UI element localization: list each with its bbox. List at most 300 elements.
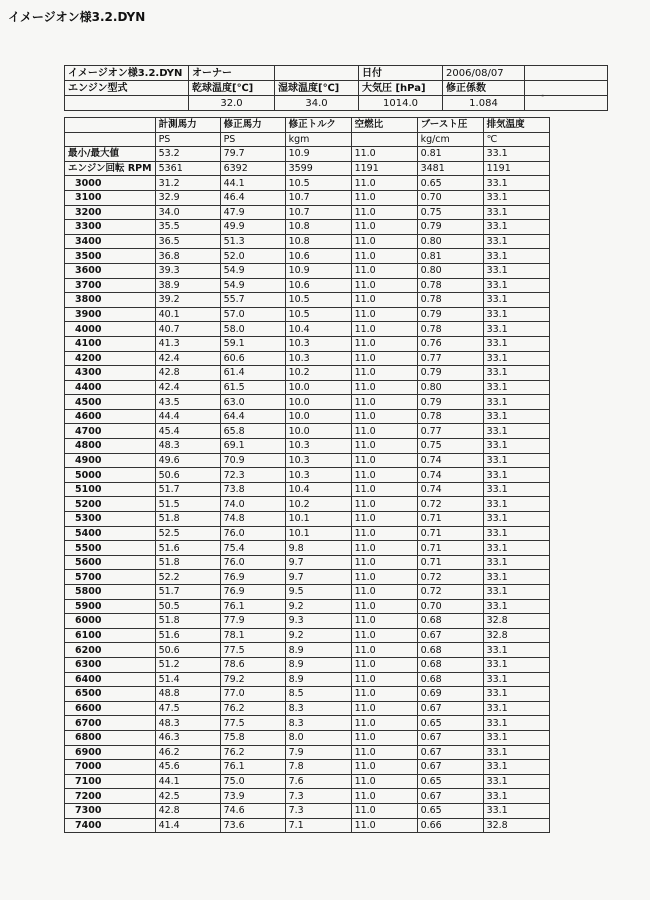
- table-cell: 33.1: [483, 176, 549, 191]
- table-cell: 46.2: [155, 745, 220, 760]
- table-cell: 73.6: [220, 818, 285, 833]
- table-cell: 33.1: [483, 643, 549, 658]
- column-header-measured-hp: 計測馬力: [155, 118, 220, 133]
- table-cell: 33.1: [483, 439, 549, 454]
- rpm-cell: 3100: [65, 190, 156, 205]
- rpm-cell: 5000: [65, 468, 156, 483]
- table-row: [65, 263, 550, 278]
- rpm-cell: 3200: [65, 205, 156, 220]
- table-cell: 75.4: [220, 541, 285, 556]
- correction-factor-label: 修正係数: [443, 81, 525, 96]
- table-cell: 33.1: [483, 468, 549, 483]
- table-cell: 35.5: [155, 220, 220, 235]
- table-cell: 32.8: [483, 614, 549, 629]
- table-cell: 9.8: [285, 541, 351, 556]
- table-cell: 50.6: [155, 643, 220, 658]
- table-row: [65, 730, 550, 745]
- table-cell: 11.0: [351, 234, 417, 249]
- table-cell: 11.0: [351, 774, 417, 789]
- table-cell: 10.0: [285, 395, 351, 410]
- table-cell: 0.70: [417, 599, 483, 614]
- rpm-cell: 3900: [65, 307, 156, 322]
- table-cell: 41.4: [155, 818, 220, 833]
- rpm-cell: 3500: [65, 249, 156, 264]
- table-cell: 33.1: [483, 190, 549, 205]
- table-cell: 77.0: [220, 687, 285, 702]
- table-cell: 51.8: [155, 555, 220, 570]
- table-cell: 76.1: [220, 760, 285, 775]
- table-cell: 10.5: [285, 176, 351, 191]
- table-row: [65, 220, 550, 235]
- table-cell: 41.3: [155, 336, 220, 351]
- table-cell: 11.0: [351, 730, 417, 745]
- table-cell: 0.79: [417, 395, 483, 410]
- table-cell: 0.80: [417, 380, 483, 395]
- table-cell: 10.0: [285, 424, 351, 439]
- table-row: [65, 672, 550, 687]
- table-cell: 11.0: [351, 482, 417, 497]
- rpm-cell: 3000: [65, 176, 156, 191]
- table-cell: 33.1: [483, 205, 549, 220]
- table-row: [65, 497, 550, 512]
- table-cell: 75.8: [220, 730, 285, 745]
- header-row-3: [65, 96, 608, 111]
- table-cell: 0.79: [417, 307, 483, 322]
- table-cell: 10.7: [285, 190, 351, 205]
- table-cell: 0.74: [417, 482, 483, 497]
- owner-value: [275, 66, 359, 81]
- table-cell: 33.1: [483, 672, 549, 687]
- table-cell: 11.0: [351, 570, 417, 585]
- table-cell: 33.1: [483, 585, 549, 600]
- table-cell: 0.68: [417, 643, 483, 658]
- table-cell: 11.0: [351, 497, 417, 512]
- rpm-cell: 6800: [65, 730, 156, 745]
- table-cell: 52.5: [155, 526, 220, 541]
- table-cell: 74.8: [220, 512, 285, 527]
- table-cell: 10.3: [285, 336, 351, 351]
- pressure-value: 1014.0: [359, 96, 443, 111]
- table-cell: 10.1: [285, 526, 351, 541]
- table-row: [65, 599, 550, 614]
- table-cell: 10.9: [285, 263, 351, 278]
- rpm-cell: 4800: [65, 439, 156, 454]
- table-row: [65, 424, 550, 439]
- table-cell: 33.1: [483, 803, 549, 818]
- table-cell: 33.1: [483, 657, 549, 672]
- table-row: [65, 307, 550, 322]
- rpm-cell: 7000: [65, 760, 156, 775]
- rpm-cell: 5700: [65, 570, 156, 585]
- table-cell: 0.78: [417, 409, 483, 424]
- table-cell: 11.0: [351, 716, 417, 731]
- table-cell: 33.1: [483, 730, 549, 745]
- table-cell: 8.9: [285, 643, 351, 658]
- table-cell: 38.9: [155, 278, 220, 293]
- table-cell: 11.0: [351, 701, 417, 716]
- table-cell: 0.65: [417, 716, 483, 731]
- table-cell: 0.68: [417, 614, 483, 629]
- rpm-cell: 3800: [65, 293, 156, 308]
- table-cell: 33.1: [483, 482, 549, 497]
- table-cell: 33.1: [483, 789, 549, 804]
- column-header-exhaust-temp: 排気温度: [483, 118, 549, 133]
- table-cell: 11.0: [351, 351, 417, 366]
- table-cell: 51.8: [155, 614, 220, 629]
- rpm-cell: 3400: [65, 234, 156, 249]
- table-cell: 10.9: [285, 147, 351, 162]
- table-cell: 33.1: [483, 745, 549, 760]
- column-header-row: [65, 118, 550, 133]
- table-cell: 10.4: [285, 322, 351, 337]
- document-title: イメージオン様3.2.DYN: [8, 10, 146, 24]
- table-row: [65, 395, 550, 410]
- table-row: [65, 657, 550, 672]
- table-cell: 10.4: [285, 482, 351, 497]
- table-cell: 0.67: [417, 701, 483, 716]
- table-cell: 33.1: [483, 293, 549, 308]
- table-cell: 32.8: [483, 818, 549, 833]
- table-cell: 11.0: [351, 176, 417, 191]
- table-cell: 36.5: [155, 234, 220, 249]
- dry-bulb-temp-value: 32.0: [189, 96, 275, 111]
- table-cell: 11.0: [351, 512, 417, 527]
- table-cell: 33.1: [483, 380, 549, 395]
- rpm-cell: 7200: [65, 789, 156, 804]
- table-cell: 33.1: [483, 263, 549, 278]
- date-value: 2006/08/07: [443, 66, 525, 81]
- owner-label: オーナー: [189, 66, 275, 81]
- table-cell: 3481: [417, 161, 483, 176]
- unit-boost-pressure: kg/cm: [417, 132, 483, 147]
- table-cell: 11.0: [351, 555, 417, 570]
- table-cell: 48.3: [155, 716, 220, 731]
- table-cell: 11.0: [351, 307, 417, 322]
- table-cell: 33.1: [483, 249, 549, 264]
- table-cell: 9.5: [285, 585, 351, 600]
- wet-bulb-temp-label: 湿球温度[℃]: [275, 81, 359, 96]
- rpm-cell: 6000: [65, 614, 156, 629]
- table-row: [65, 760, 550, 775]
- table-cell: 6392: [220, 161, 285, 176]
- table-cell: 7.3: [285, 789, 351, 804]
- table-cell: 0.78: [417, 278, 483, 293]
- table-cell: 0.79: [417, 220, 483, 235]
- table-cell: 0.65: [417, 176, 483, 191]
- table-cell: 51.7: [155, 482, 220, 497]
- table-cell: 33.1: [483, 453, 549, 468]
- table-cell: 47.5: [155, 701, 220, 716]
- table-cell: 33.1: [483, 278, 549, 293]
- table-cell: 55.7: [220, 293, 285, 308]
- table-cell: 76.2: [220, 745, 285, 760]
- rpm-cell: 4600: [65, 409, 156, 424]
- table-cell: 40.7: [155, 322, 220, 337]
- table-cell: 49.6: [155, 453, 220, 468]
- table-row: [65, 803, 550, 818]
- table-row: [65, 643, 550, 658]
- table-cell: 33.1: [483, 774, 549, 789]
- table-cell: 44.1: [155, 774, 220, 789]
- min-max-row: [65, 147, 550, 162]
- rpm-cell: 6600: [65, 701, 156, 716]
- column-header-corrected-torque: 修正トルク: [285, 118, 351, 133]
- rpm-cell: 4500: [65, 395, 156, 410]
- table-cell: 0.70: [417, 190, 483, 205]
- unit-blank: [65, 132, 156, 147]
- rpm-cell: 6400: [65, 672, 156, 687]
- table-cell: 11.0: [351, 336, 417, 351]
- table-row: [65, 278, 550, 293]
- table-cell: 33.1: [483, 526, 549, 541]
- table-cell: 11.0: [351, 760, 417, 775]
- table-cell: 77.9: [220, 614, 285, 629]
- table-cell: 10.5: [285, 307, 351, 322]
- table-cell: 0.77: [417, 351, 483, 366]
- table-cell: 11.0: [351, 745, 417, 760]
- table-cell: 0.65: [417, 774, 483, 789]
- unit-measured-hp: PS: [155, 132, 220, 147]
- table-cell: 11.0: [351, 395, 417, 410]
- table-row: [65, 716, 550, 731]
- table-cell: 10.6: [285, 278, 351, 293]
- table-cell: 9.7: [285, 555, 351, 570]
- table-row: [65, 205, 550, 220]
- unit-air-fuel-ratio: [351, 132, 417, 147]
- unit-row: [65, 132, 550, 147]
- table-cell: 11.0: [351, 585, 417, 600]
- table-row: [65, 512, 550, 527]
- table-cell: 48.3: [155, 439, 220, 454]
- table-cell: 77.5: [220, 716, 285, 731]
- table-cell: 42.4: [155, 351, 220, 366]
- table-cell: 33.1: [483, 701, 549, 716]
- rpm-cell: 5900: [65, 599, 156, 614]
- table-cell: 51.2: [155, 657, 220, 672]
- table-cell: 7.9: [285, 745, 351, 760]
- table-cell: 0.68: [417, 672, 483, 687]
- table-cell: 33.1: [483, 599, 549, 614]
- table-cell: 11.0: [351, 380, 417, 395]
- column-header-air-fuel-ratio: 空燃比: [351, 118, 417, 133]
- header-row-1: [65, 66, 608, 81]
- table-row: [65, 701, 550, 716]
- table-cell: 33.1: [483, 220, 549, 235]
- table-cell: 11.0: [351, 278, 417, 293]
- table-cell: 33.1: [483, 687, 549, 702]
- table-cell: 33.1: [483, 424, 549, 439]
- column-header-blank: [65, 118, 156, 133]
- table-cell: 76.1: [220, 599, 285, 614]
- table-cell: 0.77: [417, 424, 483, 439]
- table-cell: 0.75: [417, 439, 483, 454]
- table-cell: 57.0: [220, 307, 285, 322]
- table-cell: 73.9: [220, 789, 285, 804]
- table-cell: 76.9: [220, 585, 285, 600]
- table-cell: 10.3: [285, 453, 351, 468]
- table-cell: 74.6: [220, 803, 285, 818]
- pressure-label: 大気圧 [hPa]: [359, 81, 443, 96]
- table-cell: 0.74: [417, 468, 483, 483]
- table-cell: 50.6: [155, 468, 220, 483]
- table-cell: 0.72: [417, 585, 483, 600]
- table-cell: 10.7: [285, 205, 351, 220]
- rpm-cell: 5800: [65, 585, 156, 600]
- table-row: [65, 818, 550, 833]
- table-cell: 74.0: [220, 497, 285, 512]
- table-cell: 64.4: [220, 409, 285, 424]
- table-cell: 11.0: [351, 468, 417, 483]
- date-label: 日付: [359, 66, 443, 81]
- table-cell: 11.0: [351, 687, 417, 702]
- data-table-body: [65, 147, 550, 833]
- table-cell: 10.6: [285, 249, 351, 264]
- table-cell: 10.1: [285, 512, 351, 527]
- table-cell: 33.1: [483, 570, 549, 585]
- dyn-file-name: イメージオン様3.2.DYN: [65, 66, 189, 81]
- table-cell: 11.0: [351, 643, 417, 658]
- wet-bulb-temp-value: 34.0: [275, 96, 359, 111]
- table-cell: 33.1: [483, 555, 549, 570]
- table-cell: 60.6: [220, 351, 285, 366]
- table-cell: 1191: [351, 161, 417, 176]
- table-cell: 51.6: [155, 541, 220, 556]
- table-cell: 10.5: [285, 293, 351, 308]
- table-cell: 33.1: [483, 322, 549, 337]
- table-cell: 11.0: [351, 818, 417, 833]
- table-cell: 10.3: [285, 351, 351, 366]
- table-cell: 79.7: [220, 147, 285, 162]
- table-cell: 33.1: [483, 366, 549, 381]
- table-cell: 75.0: [220, 774, 285, 789]
- unit-corrected-hp: PS: [220, 132, 285, 147]
- rpm-cell: 5100: [65, 482, 156, 497]
- table-row: [65, 293, 550, 308]
- rpm-cell: 5200: [65, 497, 156, 512]
- unit-corrected-torque: kgm: [285, 132, 351, 147]
- rpm-cell: 3700: [65, 278, 156, 293]
- table-cell: 11.0: [351, 628, 417, 643]
- rpm-cell: 6300: [65, 657, 156, 672]
- table-cell: 0.71: [417, 512, 483, 527]
- table-cell: 58.0: [220, 322, 285, 337]
- table-cell: 44.4: [155, 409, 220, 424]
- table-cell: 79.2: [220, 672, 285, 687]
- table-cell: 11.0: [351, 657, 417, 672]
- table-cell: 54.9: [220, 278, 285, 293]
- header-table: [64, 65, 608, 111]
- table-cell: 11.0: [351, 293, 417, 308]
- rpm-cell: 4400: [65, 380, 156, 395]
- table-row: [65, 541, 550, 556]
- rpm-cell: 5600: [65, 555, 156, 570]
- table-cell: 43.5: [155, 395, 220, 410]
- table-cell: 0.75: [417, 205, 483, 220]
- table-cell: 0.67: [417, 760, 483, 775]
- table-cell: 34.0: [155, 205, 220, 220]
- table-cell: 0.68: [417, 657, 483, 672]
- header-row-2: [65, 81, 608, 96]
- table-row: [65, 190, 550, 205]
- unit-exhaust-temp: ℃: [483, 132, 549, 147]
- column-header-corrected-hp: 修正馬力: [220, 118, 285, 133]
- table-cell: 9.2: [285, 628, 351, 643]
- table-cell: 72.3: [220, 468, 285, 483]
- table-row: [65, 336, 550, 351]
- table-cell: 8.0: [285, 730, 351, 745]
- table-row: [65, 249, 550, 264]
- table-cell: 7.1: [285, 818, 351, 833]
- table-cell: 11.0: [351, 599, 417, 614]
- table-cell: 0.71: [417, 555, 483, 570]
- dyno-data-table: [64, 117, 550, 833]
- table-cell: 8.9: [285, 672, 351, 687]
- table-cell: 33.1: [483, 147, 549, 162]
- table-row: [65, 366, 550, 381]
- table-cell: 51.4: [155, 672, 220, 687]
- table-cell: 42.5: [155, 789, 220, 804]
- table-cell: 78.6: [220, 657, 285, 672]
- table-cell: 78.1: [220, 628, 285, 643]
- table-cell: 0.81: [417, 249, 483, 264]
- table-cell: 0.81: [417, 147, 483, 162]
- rpm-cell: 7400: [65, 818, 156, 833]
- table-cell: 11.0: [351, 614, 417, 629]
- table-cell: 11.0: [351, 322, 417, 337]
- table-row: [65, 468, 550, 483]
- scan-speck: •: [540, 92, 546, 102]
- row-label: エンジン回転 RPM: [65, 161, 156, 176]
- table-cell: 33.1: [483, 497, 549, 512]
- column-header-boost-pressure: ブースト圧: [417, 118, 483, 133]
- table-cell: 10.2: [285, 497, 351, 512]
- table-cell: 10.0: [285, 380, 351, 395]
- table-row: [65, 351, 550, 366]
- table-cell: 33.1: [483, 351, 549, 366]
- table-cell: 33.1: [483, 541, 549, 556]
- table-cell: 11.0: [351, 366, 417, 381]
- table-cell: 0.71: [417, 541, 483, 556]
- table-row: [65, 176, 550, 191]
- table-cell: 3599: [285, 161, 351, 176]
- table-cell: 11.0: [351, 789, 417, 804]
- table-cell: 77.5: [220, 643, 285, 658]
- table-cell: 33.1: [483, 409, 549, 424]
- table-row: [65, 482, 550, 497]
- table-cell: 32.9: [155, 190, 220, 205]
- table-cell: 42.4: [155, 380, 220, 395]
- table-cell: 0.67: [417, 745, 483, 760]
- table-cell: 0.69: [417, 687, 483, 702]
- table-cell: 69.1: [220, 439, 285, 454]
- table-row: [65, 585, 550, 600]
- table-cell: 46.3: [155, 730, 220, 745]
- table-cell: 54.9: [220, 263, 285, 278]
- table-cell: 46.4: [220, 190, 285, 205]
- table-cell: 52.0: [220, 249, 285, 264]
- table-row: [65, 322, 550, 337]
- table-cell: 51.3: [220, 234, 285, 249]
- rpm-cell: 4100: [65, 336, 156, 351]
- table-cell: 0.67: [417, 628, 483, 643]
- rpm-cell: 6700: [65, 716, 156, 731]
- table-cell: 0.79: [417, 366, 483, 381]
- table-cell: 33.1: [483, 307, 549, 322]
- table-cell: 36.8: [155, 249, 220, 264]
- table-cell: 39.2: [155, 293, 220, 308]
- table-row: [65, 453, 550, 468]
- rpm-cell: 6100: [65, 628, 156, 643]
